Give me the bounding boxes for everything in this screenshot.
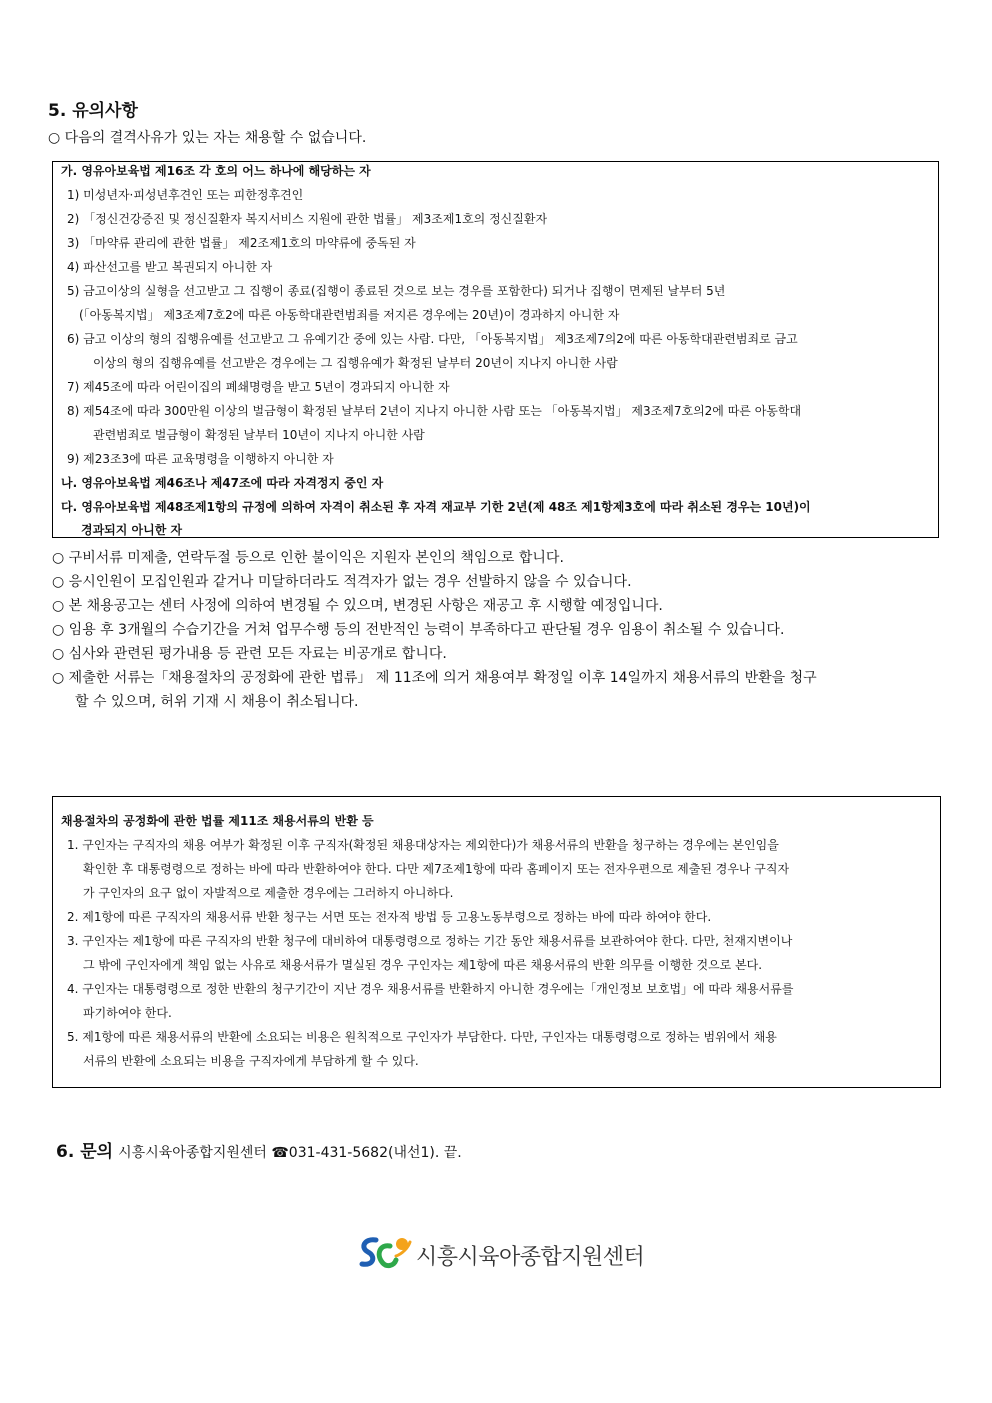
law-line: 1. 구인자는 구직자의 채용 여부가 확정된 이후 구직자(확정된 채용대상자는 제외한다)가 채용서류의 반환을 청구하는 경우에는 본인임을 <box>67 838 779 852</box>
item-da-cont: 경과되지 아니한 자 <box>81 523 183 537</box>
list-item: 4) 파산선고를 받고 복권되지 아니한 자 <box>67 260 273 274</box>
note-item-cont: 할 수 있으며, 허위 기재 시 채용이 취소됩니다. <box>75 694 359 710</box>
law-line: 서류의 반환에 소요되는 비용을 구직자에게 부담하게 할 수 있다. <box>83 1054 419 1068</box>
contact-line <box>56 1137 462 1162</box>
shc-logo-icon <box>356 1234 414 1274</box>
logo-text: 시흥시육아종합지원센터 <box>416 1245 645 1270</box>
list-item: 8) 제54조에 따라 300만원 이상의 벌금형이 확정된 날부터 2년이 지나지 아니한 사람 또는 「아동복지법」 제3조제7호의2에 따른 아동학대 <box>67 404 802 418</box>
law-box-title: 채용절차의 공정화에 관한 법률 제11조 채용서류의 반환 등 <box>61 814 374 828</box>
list-item: 1) 미성년자·피성년후견인 또는 피한정후견인 <box>67 188 304 202</box>
item-na: 나. 영유아보육법 제46조나 제47조에 따라 자격정지 중인 자 <box>61 476 384 490</box>
list-item: 2) 「정신건강증진 및 정신질환자 복지서비스 지원에 관한 법률」 제3조제1호의 정신질환자 <box>67 212 548 226</box>
law-line: 가 구인자의 요구 없이 자발적으로 제출한 경우에는 그러하지 아니하다. <box>83 886 454 900</box>
list-item: 7) 제45조에 따라 어린이집의 폐쇄명령을 받고 5년이 경과되지 아니한 자 <box>67 380 450 394</box>
disqualification-box <box>52 161 939 538</box>
section-6-title: 6. 문의 <box>56 1142 114 1162</box>
list-item: 관련범죄로 벌금형이 확정된 날부터 10년이 지나지 아니한 사람 <box>93 428 425 442</box>
law-line: 4. 구인자는 대통령령으로 정한 반환의 청구기간이 지난 경우 채용서류를 반환하지 아니한 경우에는「개인정보 보호법」에 따라 채용서류를 <box>67 982 794 996</box>
law-line: 확인한 후 대통령령으로 정하는 바에 따라 반환하여야 한다. 다만 제7조제1항에 따라 홈페이지 또는 전자우편으로 제출된 경우나 구직자 <box>83 862 790 876</box>
note-item: ○ 구비서류 미제출, 연락두절 등으로 인한 불이익은 지원자 본인의 책임으로 합니다. <box>52 550 564 566</box>
list-item: 6) 금고 이상의 형의 집행유예를 선고받고 그 유예기간 중에 있는 사람. 다만, 「아동복지법」 제3조제7의2에 따른 아동학대관련범죄로 금고 <box>67 332 798 346</box>
law-line: 파기하여야 한다. <box>83 1006 172 1020</box>
contact-text: 시흥시육아종합지원센터 ☎031-431-5682(내선1). 끝. <box>118 1145 462 1161</box>
list-item: 이상의 형의 집행유예를 선고받은 경우에는 그 집행유예가 확정된 날부터 20년이 지나지 아니한 사람 <box>93 356 618 370</box>
section-5-intro: ○ 다음의 결격사유가 있는 자는 채용할 수 없습니다. <box>48 130 367 146</box>
law-box <box>52 796 941 1088</box>
item-da: 다. 영유아보육법 제48조제1항의 규정에 의하여 자격이 취소된 후 자격 재교부 기한 2년(제 48조 제1항제3호에 따라 취소된 경우는 10년)이 <box>61 500 811 514</box>
list-item: 9) 제23조3에 따른 교육명령을 이행하지 아니한 자 <box>67 452 334 466</box>
list-item: 3) 「마약류 관리에 관한 법률」 제2조제1호의 마약류에 중독된 자 <box>67 236 416 250</box>
note-item: ○ 심사와 관련된 평가내용 등 관련 모든 자료는 비공개로 합니다. <box>52 646 447 662</box>
note-item: ○ 제출한 서류는「채용절차의 공정화에 관한 법류」 제 11조에 의거 채용여부 확정일 이후 14일까지 채용서류의 반환을 청구 <box>52 670 817 686</box>
item-ga: 가. 영유아보육법 제16조 각 호의 어느 하나에 해당하는 자 <box>61 164 371 178</box>
law-line: 2. 제1항에 따른 구직자의 채용서류 반환 청구는 서면 또는 전자적 방법 등 고용노동부령으로 정하는 바에 따라 하여야 한다. <box>67 910 712 924</box>
note-item: ○ 응시인원이 모집인원과 같거나 미달하더라도 적격자가 없는 경우 선발하지 않을 수 있습니다. <box>52 574 632 590</box>
note-item: ○ 본 채용공고는 센터 사정에 의하여 변경될 수 있으며, 변경된 사항은 재공고 후 시행할 예정입니다. <box>52 598 663 614</box>
list-item: 5) 금고이상의 실형을 선고받고 그 집행이 종료(집행이 종료된 것으로 보는 경우를 포함한다) 되거나 집행이 면제된 날부터 5년 <box>67 284 726 298</box>
list-item: (「아동복지법」 제3조제7호2에 따른 아동학대관련범죄를 저지른 경우에는 20년)이 경과하지 아니한 자 <box>79 308 620 322</box>
law-line: 그 밖에 구인자에게 책임 없는 사유로 채용서류가 멸실된 경우 구인자는 제1항에 따른 채용서류의 반환 의무를 이행한 것으로 본다. <box>83 958 763 972</box>
note-item: ○ 임용 후 3개월의 수습기간을 거쳐 업무수행 등의 전반적인 능력이 부족하다고 판단될 경우 임용이 취소될 수 있습니다. <box>52 622 785 638</box>
section-5-title: 5. 유의사항 <box>48 101 138 121</box>
law-line: 5. 제1항에 따른 채용서류의 반환에 소요되는 비용은 원칙적으로 구인자가 부담한다. 다만, 구인자는 대통령령으로 정하는 범위에서 채용 <box>67 1030 777 1044</box>
law-line: 3. 구인자는 제1항에 따른 구직자의 반환 청구에 대비하여 대통령령으로 정하는 기간 동안 채용서류를 보관하여야 한다. 다만, 천재지변이나 <box>67 934 793 948</box>
